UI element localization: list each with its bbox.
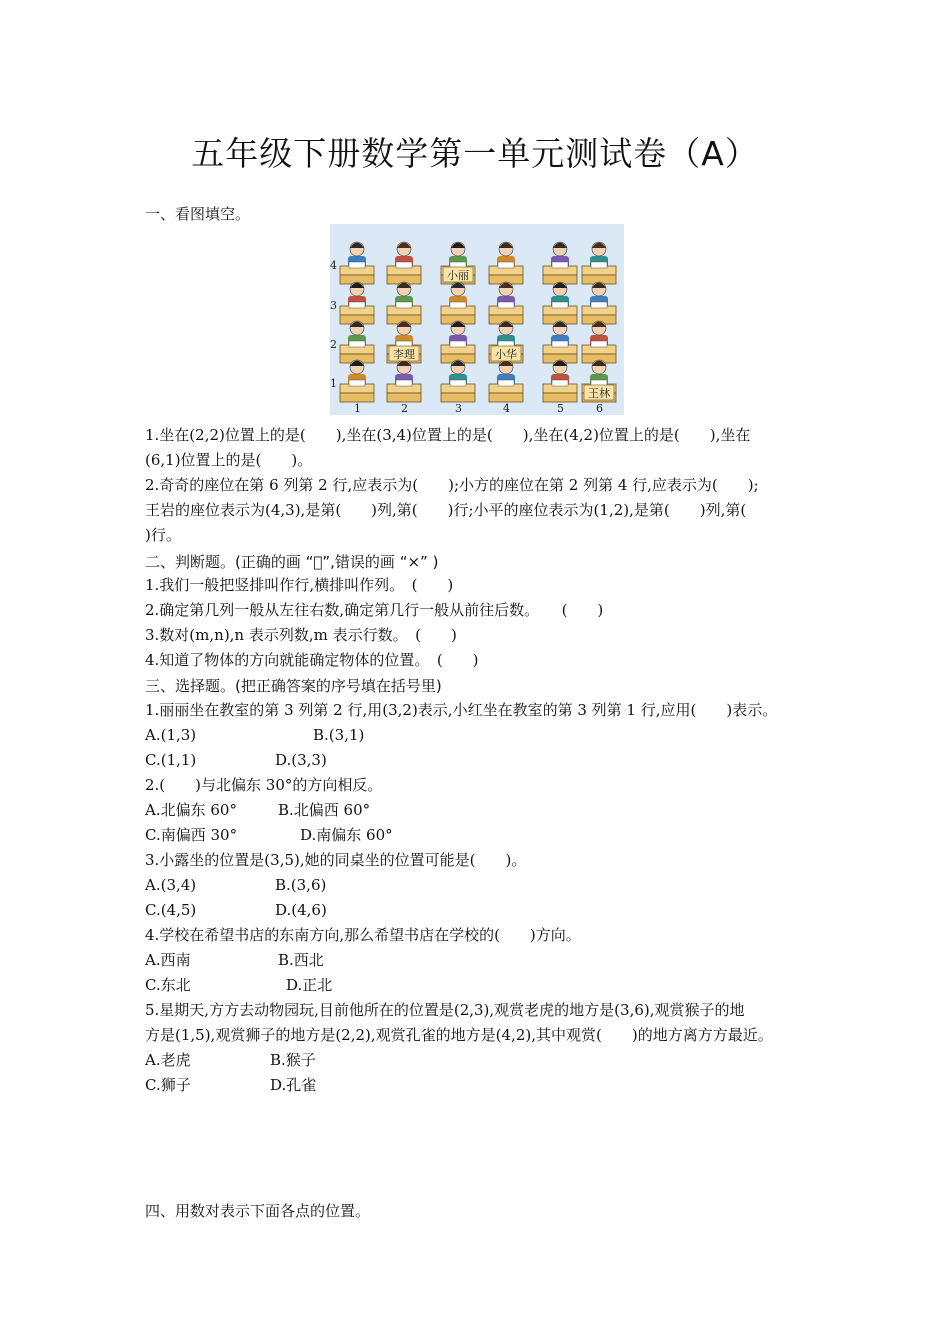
choice-q4-opt-c: C.东北: [145, 976, 191, 994]
choice-q5-line-2: 方是(1,5),观赏狮子的地方是(2,2),观赏孔雀的地方是(4,2),其中观赏( )的地方离方方最近。: [145, 1026, 773, 1044]
column-label: 5: [557, 402, 564, 415]
choice-q1-opt-d: D.(3,3): [275, 751, 327, 769]
choice-q3: 3.小露坐的位置是(3,5),她的同桌坐的位置可能是( )。: [145, 851, 527, 869]
row-label: 2: [330, 338, 337, 351]
choice-q4-opt-d: D.正北: [286, 976, 333, 994]
choice-q5-line-1: 5.星期天,方方去动物园玩,目前他所在的位置是(2,3),观赏老虎的地方是(3,6),观赏猴子的地: [145, 1001, 745, 1019]
choice-q1: 1.丽丽坐在教室的第 3 列第 2 行,用(3,2)表示,小红坐在教室的第 3 列第 1 行,应用( )表示。: [145, 701, 778, 719]
choice-q4-opt-a: A.西南: [145, 951, 191, 969]
row-label: 3: [330, 299, 337, 312]
judge-item-3: 3.数对(m,n),n 表示列数,m 表示行数。 ( ): [145, 626, 457, 644]
choice-q1-opt-a: A.(1,3): [145, 726, 197, 744]
name-tag: 小华: [495, 348, 517, 361]
choice-q4-opt-b: B.西北: [278, 951, 324, 969]
page-title: 五年级下册数学第一单元测试卷（A）: [191, 134, 759, 173]
name-tag: 王林: [588, 387, 610, 400]
q1-2-line-3: )行。: [145, 526, 181, 544]
column-label: 2: [401, 402, 408, 415]
choice-q2-opt-a: A.北偏东 60°: [145, 801, 237, 819]
judge-item-1: 1.我们一般把竖排叫作行,横排叫作列。 ( ): [145, 576, 454, 594]
choice-q5-opt-a: A.老虎: [145, 1051, 191, 1069]
name-tag: 小丽: [447, 269, 469, 282]
section-4-heading: 四、用数对表示下面各点的位置。: [145, 1202, 371, 1220]
choice-q2-opt-c: C.南偏西 30°: [145, 826, 238, 844]
column-label: 1: [354, 402, 361, 415]
section-1-heading: 一、看图填空。: [145, 205, 251, 223]
column-label: 6: [596, 402, 603, 415]
name-tag: 李理: [393, 348, 415, 361]
choice-q3-opt-c: C.(4,5): [145, 901, 197, 919]
row-label: 1: [330, 377, 337, 390]
choice-q2-opt-d: D.南偏东 60°: [300, 826, 393, 844]
column-label: 3: [455, 402, 462, 415]
choice-q3-opt-b: B.(3,6): [275, 876, 327, 894]
section-2-heading: 二、判断题。(正确的画 “􀳫”,错误的画 “×” ): [145, 553, 439, 571]
choice-q1-opt-c: C.(1,1): [145, 751, 197, 769]
judge-item-2: 2.确定第几列一般从左往右数,确定第几行一般从前往后数。 ( ): [145, 601, 604, 619]
q1-1-line-1: 1.坐在(2,2)位置上的是( ),坐在(3,4)位置上的是( ),坐在(4,2)位置上的是( ),坐在: [145, 426, 751, 444]
row-label: 4: [330, 259, 337, 272]
q1-2-line-2: 王岩的座位表示为(4,3),是第( )列,第( )行;小平的座位表示为(1,2),是第( )列,第(: [145, 501, 747, 519]
q1-1-line-2: (6,1)位置上的是( )。: [145, 451, 313, 469]
choice-q1-opt-b: B.(3,1): [313, 726, 365, 744]
classroom-seating-figure: [330, 224, 624, 415]
choice-q2: 2.( )与北偏东 30°的方向相反。: [145, 776, 383, 794]
choice-q3-opt-d: D.(4,6): [275, 901, 327, 919]
choice-q5-opt-b: B.猴子: [270, 1051, 316, 1069]
choice-q2-opt-b: B.北偏西 60°: [278, 801, 371, 819]
column-label: 4: [503, 402, 510, 415]
section-3-heading: 三、选择题。(把正确答案的序号填在括号里): [145, 677, 442, 695]
choice-q3-opt-a: A.(3,4): [145, 876, 197, 894]
q1-2-line-1: 2.奇奇的座位在第 6 列第 2 行,应表示为( );小方的座位在第 2 列第 4 行,应表示为( );: [145, 476, 759, 494]
choice-q4: 4.学校在希望书店的东南方向,那么希望书店在学校的( )方向。: [145, 926, 581, 944]
choice-q5-opt-c: C.狮子: [145, 1076, 191, 1094]
choice-q5-opt-d: D.孔雀: [270, 1076, 317, 1094]
judge-item-4: 4.知道了物体的方向就能确定物体的位置。 ( ): [145, 651, 479, 669]
